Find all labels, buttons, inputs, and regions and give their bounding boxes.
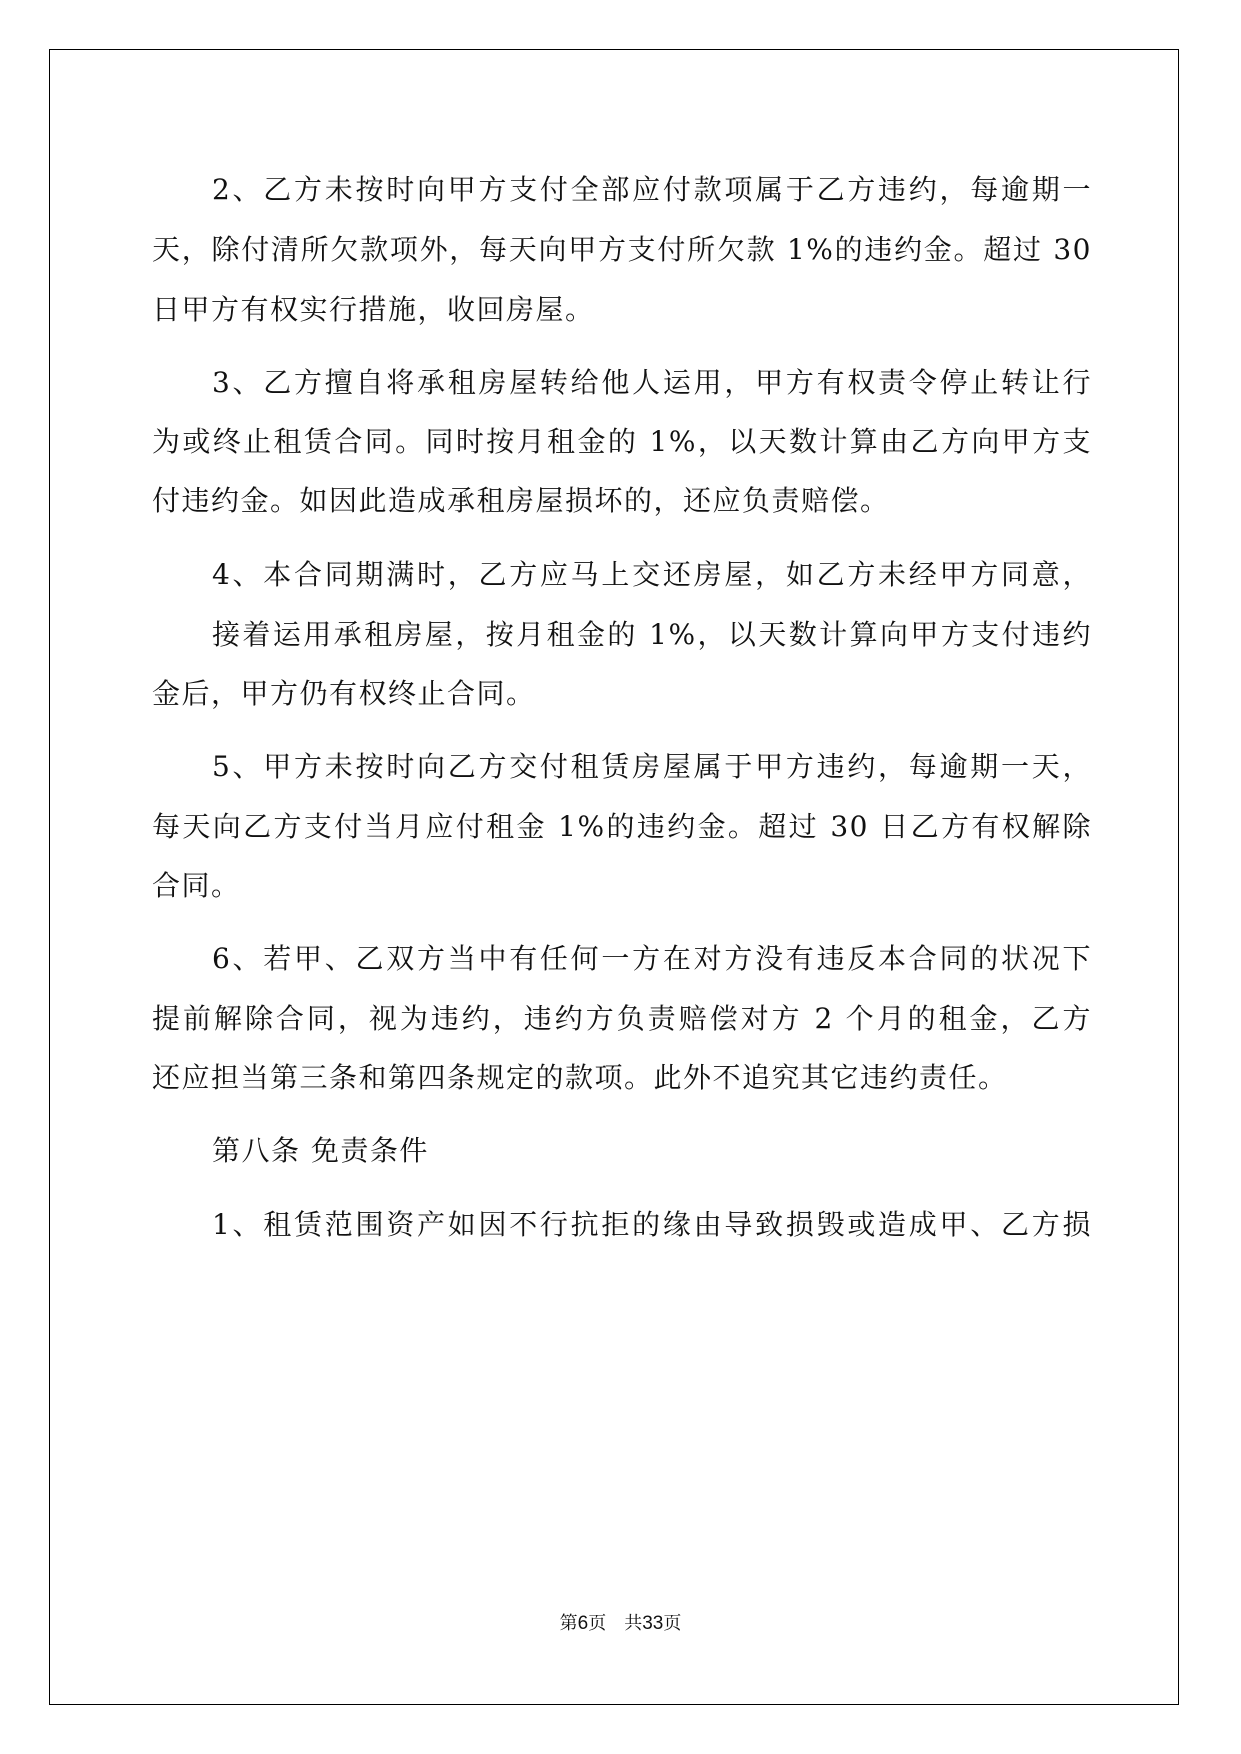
paragraph-4-line-1: 4、本合同期满时，乙方应马上交还房屋，如乙方未经甲方同意，: [212, 558, 1092, 591]
footer-prefix: 第: [559, 1613, 578, 1634]
paragraph-4-line-3: 金后，甲方仍有权终止合同。: [152, 677, 536, 710]
footer-total-pages: 33: [642, 1613, 664, 1634]
paragraph-6-line-1: 6、若甲、乙双方当中有任何一方在对方没有违反本合同的状况下: [212, 942, 1092, 975]
footer-total-prefix: 共: [624, 1613, 643, 1634]
paragraph-3-line-1: 3、乙方擅自将承租房屋转给他人运用，甲方有权责令停止转让行: [212, 366, 1092, 399]
footer-page-unit: 页: [588, 1613, 607, 1634]
paragraph-6-line-2: 提前解除合同，视为违约，违约方负责赔偿对方 2 个月的租金，乙方: [152, 1002, 1092, 1035]
paragraph-5-line-2: 每天向乙方支付当月应付租金 1%的违约金。超过 30 日乙方有权解除: [152, 810, 1092, 843]
paragraph-5-line-3: 合同。: [152, 869, 241, 902]
paragraph-3-line-2: 为或终止租赁合同。同时按月租金的 1%，以天数计算由乙方向甲方支: [152, 425, 1092, 458]
paragraph-2-line-2: 天，除付清所欠款项外，每天向甲方支付所欠款 1%的违约金。超过 30: [152, 233, 1092, 266]
footer-page-number: 6: [577, 1613, 589, 1634]
paragraph-2-line-1: 2、乙方未按时向甲方支付全部应付款项属于乙方违约，每逾期一: [212, 173, 1092, 206]
page-footer: [0, 1612, 1241, 1636]
paragraph-5-line-1: 5、甲方未按时向乙方交付租赁房屋属于甲方违约，每逾期一天，: [212, 750, 1092, 783]
paragraph-6-line-3: 还应担当第三条和第四条规定的款项。此外不追究其它违约责任。: [152, 1061, 1008, 1094]
paragraph-2-line-3: 日甲方有权实行措施，收回房屋。: [152, 293, 595, 326]
paragraph-4-line-2: 接着运用承租房屋，按月租金的 1%，以天数计算向甲方支付违约: [212, 618, 1092, 651]
section-heading-article-8: 第八条 免责条件: [212, 1134, 429, 1167]
footer-total-unit: 页: [663, 1613, 682, 1634]
section-8-paragraph-1-line-1: 1、租赁范围资产如因不行抗拒的缘由导致损毁或造成甲、乙方损: [212, 1208, 1092, 1241]
paragraph-3-line-3: 付违约金。如因此造成承租房屋损坏的，还应负责赔偿。: [152, 484, 890, 517]
